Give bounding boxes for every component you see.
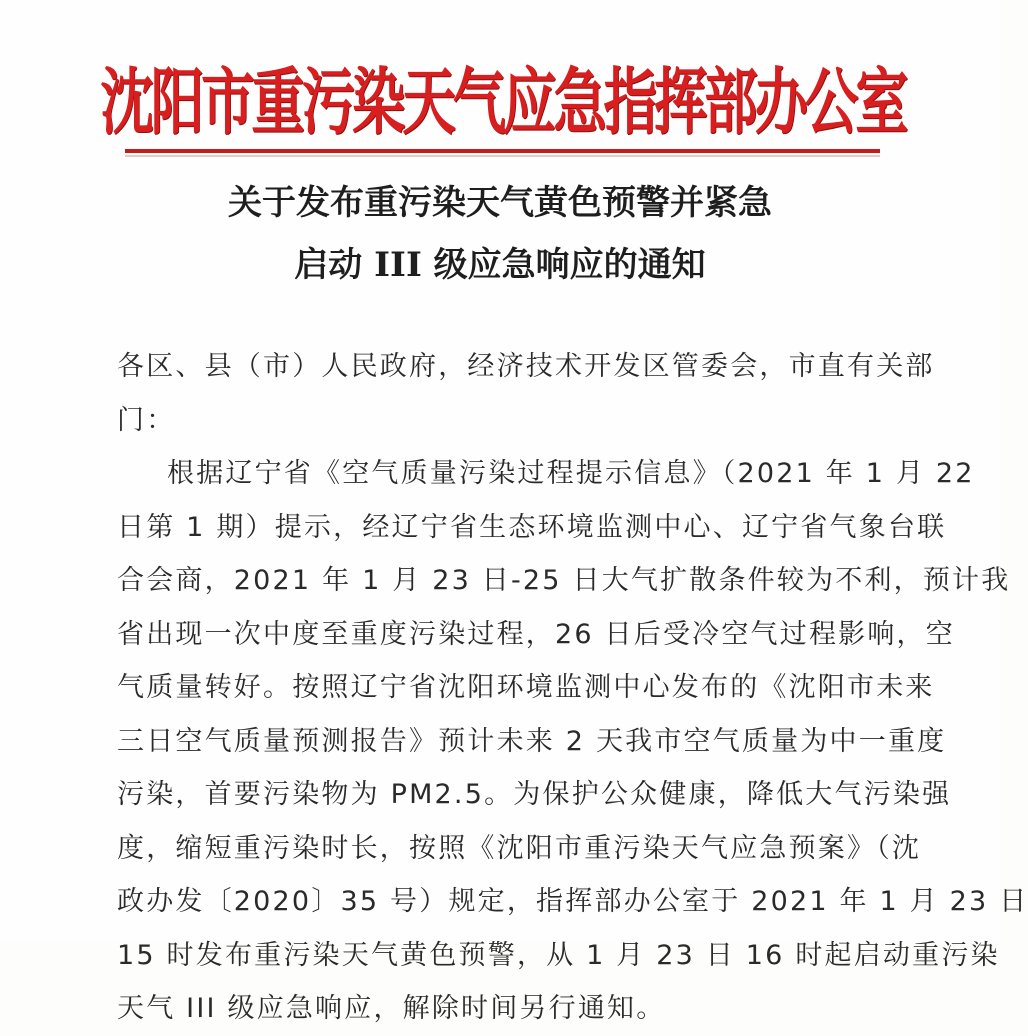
body-line: 三日空气质量预测报告》预计未来 2 天我市空气质量为中一重度 (117, 725, 947, 757)
notice-title-line-1: 关于发布重污染天气黄色预警并紧急 (228, 183, 772, 223)
salutation-line: 各区、县（市）人民政府，经济技术开发区管委会，市直有关部 (117, 351, 935, 382)
body-line: 气质量转好。按照辽宁省沈阳环境监测中心发布的《沈阳市未来 (117, 672, 935, 703)
body-line: 15 时发布重污染天气黄色预警，从 1 月 23 日 16 时起启动重污染 (117, 939, 1000, 971)
body-line: 污染，首要污染物为 PM2.5。为保护公众健康，降低大气污染强 (117, 779, 952, 810)
body-line: 日第 1 期）提示，经辽宁省生态环境监测中心、辽宁省气象台联 (117, 511, 947, 543)
issuing-office-name: 沈阳市重污染天气应急指挥部办公室 (99, 59, 906, 144)
notice-title-line-2: 启动 III 级应急响应的通知 (294, 245, 706, 285)
body-line: 天气 III 级应急响应，解除时间另行通知。 (117, 993, 666, 1024)
body-line: 政办发〔2020〕35 号）规定，指挥部办公室于 2021 年 1 月 23 日 (117, 886, 1028, 917)
issuing-office-header (99, 52, 906, 152)
body-line: 省出现一次中度至重度污染过程，26 日后受冷空气过程影响，空 (117, 618, 955, 650)
red-header-rule-shadow (125, 155, 880, 157)
red-header-rule (125, 149, 880, 153)
body-line: 根据辽宁省《空气质量污染过程提示信息》（2021 年 1 月 22 (167, 458, 975, 489)
body-line: 合会商，2021 年 1 月 23 日-25 日大气扩散条件较为不利，预计我 (117, 565, 1011, 596)
salutation-line: 门： (117, 404, 176, 436)
notice-body (117, 340, 1028, 1036)
body-line: 度，缩短重污染时长，按照《沈阳市重污染天气应急预案》（沈 (117, 832, 922, 864)
